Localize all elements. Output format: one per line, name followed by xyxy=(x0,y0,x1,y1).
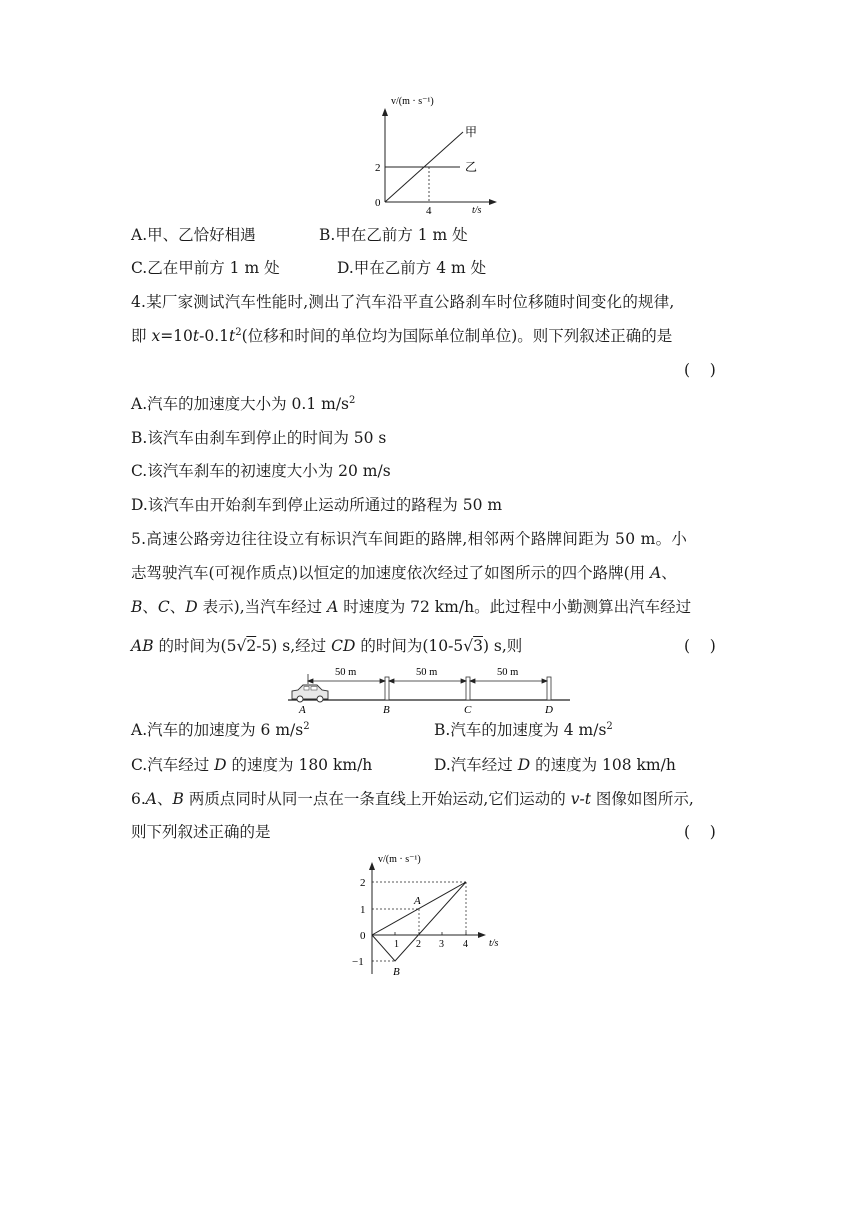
q4-option-b[interactable]: B.该汽车由刹车到停止的时间为 50 s xyxy=(131,429,387,447)
q5-text: ) s,则 xyxy=(482,637,523,655)
q4-exponent: 2 xyxy=(235,327,242,338)
q4-var-t: t xyxy=(192,327,200,345)
q5-text: 表示),当汽车经过 xyxy=(197,598,328,616)
q3-option-a[interactable]: A.甲、乙恰好相遇 xyxy=(131,226,256,244)
q5-stem-line2 xyxy=(131,563,677,583)
q4-var-t: t xyxy=(229,327,236,345)
tick-y-2: 2 xyxy=(375,162,381,174)
q5-var-CD: CD xyxy=(331,637,356,655)
tick-origin: 0 xyxy=(375,197,381,209)
label-jia: 甲 xyxy=(465,125,478,139)
tick-x-4: 4 xyxy=(463,939,468,950)
x-axis-arrow xyxy=(478,932,486,938)
tick-y-1: 1 xyxy=(360,904,366,916)
q6-stem-line2: 则下列叙述正确的是 xyxy=(131,823,271,841)
q6-text: 、 xyxy=(157,790,173,808)
sign-post-b xyxy=(385,677,389,700)
q5-text: 志驾驶汽车(可视作质点)以恒定的加速度依次经过了如图所示的四个路牌(用 xyxy=(131,564,651,582)
q3-option-d[interactable]: D.甲在乙前方 4 m 处 xyxy=(337,259,487,277)
y-axis-label: v/(m · s⁻¹) xyxy=(391,96,434,107)
q3-option-b[interactable]: B.甲在乙前方 1 m 处 xyxy=(319,226,468,244)
q5-option-a[interactable] xyxy=(131,720,310,740)
q5-text: 、 xyxy=(142,598,158,616)
y-axis-arrow xyxy=(382,108,388,116)
tick-y-minus1: −1 xyxy=(352,956,364,968)
q5-text: 时速度为 72 km/h。此过程中小勤测算出汽车经过 xyxy=(338,598,692,616)
q5-answer-paren[interactable]: ( ) xyxy=(684,637,716,655)
q4-option-a-text: A.汽车的加速度大小为 0.1 m/s xyxy=(131,395,349,413)
q6-var-vt: v-t xyxy=(570,790,591,808)
point-label-d: D xyxy=(545,704,553,716)
q5-option-a-exponent: 2 xyxy=(303,721,310,732)
tick-x-4: 4 xyxy=(426,205,432,217)
q4-stem-line1: 4.某厂家测试汽车性能时,测出了汽车沿平直公路刹车时位移随时间变化的规律, xyxy=(131,293,675,311)
label-yi: 乙 xyxy=(465,160,478,174)
sqrt-symbol: √ xyxy=(236,637,247,655)
q5-option-d-text: 的速度为 108 km/h xyxy=(530,756,676,774)
q5-sqrt-3: 3 xyxy=(473,637,483,655)
q5-text: -5) s,经过 xyxy=(256,637,332,655)
q5-text: 、 xyxy=(661,564,677,582)
dim-arrow xyxy=(542,679,547,683)
q6-answer-paren[interactable]: ( ) xyxy=(684,823,716,841)
dim-arrow xyxy=(389,679,394,683)
graph-a-b xyxy=(350,852,515,982)
dim-arrow xyxy=(308,679,313,683)
q4-option-a[interactable] xyxy=(131,394,355,414)
q4-text: 即 xyxy=(131,327,152,345)
tick-x-2: 2 xyxy=(416,939,421,950)
sqrt-symbol: √ xyxy=(463,637,474,655)
graph-jia-yi xyxy=(355,92,515,217)
q4-option-c[interactable]: C.该汽车刹车的初速度大小为 20 m/s xyxy=(131,462,391,480)
q5-var-A: A xyxy=(650,564,662,582)
dim-arrow xyxy=(461,679,466,683)
dim-arrow xyxy=(380,679,385,683)
q5-option-b[interactable] xyxy=(434,720,613,740)
q5-var-D: D xyxy=(185,598,198,616)
q6-text: 6. xyxy=(131,790,146,808)
q5-var-C: C xyxy=(157,598,170,616)
tick-y-2: 2 xyxy=(360,877,366,889)
q4-text: (位移和时间的单位均为国际单位制单位)。则下列叙述正确的是 xyxy=(241,327,673,345)
q5-var-D: D xyxy=(517,756,531,774)
q5-text: 、 xyxy=(169,598,186,616)
q5-option-b-exponent: 2 xyxy=(606,721,613,732)
tick-x-3: 3 xyxy=(439,939,444,950)
q5-text: 的时间为(10-5 xyxy=(355,637,464,655)
q5-option-a-text: A.汽车的加速度为 6 m/s xyxy=(131,721,304,739)
q5-text: 的时间为(5 xyxy=(153,637,237,655)
line-a xyxy=(372,882,466,935)
q5-stem-line3 xyxy=(131,597,691,617)
sign-post-d xyxy=(547,677,551,700)
q6-text: 两质点同时从同一点在一条直线上开始运动,它们运动的 xyxy=(183,790,571,808)
q5-option-d-text: D.汽车经过 xyxy=(434,756,518,774)
q5-option-b-text: B.汽车的加速度为 4 m/s xyxy=(434,721,607,739)
q5-var-A: A xyxy=(327,598,339,616)
x-axis-label: t/s xyxy=(472,205,482,216)
distance-label-2: 50 m xyxy=(416,667,438,678)
q5-option-c-text: C.汽车经过 xyxy=(131,756,215,774)
q4-option-d[interactable]: D.该汽车由开始刹车到停止运动所通过的路程为 50 m xyxy=(131,496,503,514)
q5-stem-line4 xyxy=(131,636,522,656)
x-axis-label: t/s xyxy=(489,938,499,949)
q4-answer-paren[interactable]: ( ) xyxy=(684,361,716,379)
point-label-a: A xyxy=(414,895,421,907)
q5-var-AB: AB xyxy=(131,637,154,655)
distance-label-3: 50 m xyxy=(497,667,519,678)
q3-option-c[interactable]: C.乙在甲前方 1 m 处 xyxy=(131,259,280,277)
y-axis-label: v/(m · s⁻¹) xyxy=(378,854,421,865)
distance-label-1: 50 m xyxy=(335,667,357,678)
q5-var-B: B xyxy=(131,598,143,616)
point-label-b: B xyxy=(393,966,400,978)
q5-sqrt-2: 2 xyxy=(246,637,257,655)
tick-y-0: 0 xyxy=(360,930,366,942)
point-label-a: A xyxy=(299,704,306,716)
q6-var-A: A xyxy=(145,790,157,808)
x-axis-arrow xyxy=(489,199,497,205)
q5-option-d[interactable] xyxy=(434,755,676,775)
point-label-b: B xyxy=(383,704,390,716)
q5-option-c-text: 的速度为 180 km/h xyxy=(226,756,373,774)
dim-arrow xyxy=(470,679,475,683)
sign-post-c xyxy=(466,677,470,700)
q5-stem-line1: 5.高速公路旁边往往设立有标识汽车间距的路牌,相邻两个路牌间距为 50 m。小 xyxy=(131,530,688,548)
q6-var-B: B xyxy=(172,790,184,808)
point-label-c: C xyxy=(464,704,472,716)
q6-text: 图像如图所示, xyxy=(590,790,694,808)
q4-text: -0.1 xyxy=(199,327,230,345)
road-signs-figure xyxy=(282,660,576,718)
q4-text: =10 xyxy=(160,327,193,345)
y-axis-arrow xyxy=(369,862,375,870)
tick-x-1: 1 xyxy=(394,939,399,950)
q4-option-a-exponent: 2 xyxy=(349,395,356,406)
q5-option-c[interactable] xyxy=(131,755,372,775)
q6-stem-line1 xyxy=(131,789,694,809)
q4-stem-line2 xyxy=(131,326,672,346)
q4-var-x: x xyxy=(151,327,161,345)
q5-var-D: D xyxy=(214,756,227,774)
